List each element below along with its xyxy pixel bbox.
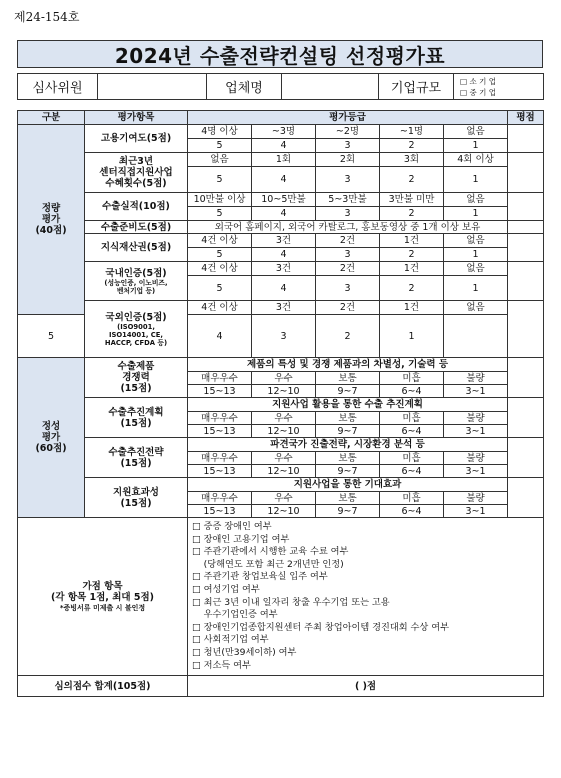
qual-score-cell-2[interactable] (508, 438, 544, 478)
score-cell-6[interactable] (508, 301, 544, 358)
extra-item[interactable]: □ 최근 3년 이내 일자리 창출 우수기업 또는 고용 (192, 596, 390, 608)
grade-points: 3 (316, 167, 380, 193)
grade-label: ~2명 (316, 125, 380, 139)
score-cell-5[interactable] (508, 262, 544, 301)
qual-item-1: 수출추진계획 (15점) (85, 398, 188, 438)
qual-score-cell-0[interactable] (508, 358, 544, 398)
level-label: 보통 (316, 492, 380, 505)
grade-points: 3 (252, 315, 316, 358)
extra-item[interactable]: □ 주관기관 창업보육실 입주 여부 (192, 571, 328, 583)
grade-points: 3 (316, 276, 380, 301)
level-range: 3~1 (444, 465, 508, 478)
level-label: 보통 (316, 452, 380, 465)
grade-label: 4명 이상 (188, 125, 252, 139)
item-6: 국외인증(5점) (ISO9001, ISO14001, CE, HACCP, CFDA 등) (85, 301, 188, 358)
grade-label: ~3명 (252, 125, 316, 139)
level-range: 6~4 (380, 425, 444, 438)
level-range: 6~4 (380, 505, 444, 518)
grade-label: 4건 이상 (188, 301, 252, 315)
level-range: 15~13 (188, 385, 252, 398)
grade-label: 3건 (252, 234, 316, 248)
extra-item[interactable]: □ 장애인기업종합지원센터 주최 창업아이템 경진대회 수상 여부 (192, 621, 449, 633)
extra-item[interactable]: □ 여성기업 여부 (192, 583, 260, 595)
reviewer-label: 심사위원 (18, 74, 98, 100)
level-label: 미흡 (380, 492, 444, 505)
qual-desc-2: 파견국가 진출전략, 시장환경 분석 등 (188, 438, 508, 452)
grade-label: 없음 (444, 125, 508, 139)
grade-points: 4 (188, 315, 252, 358)
grade-points: 5 (188, 207, 252, 221)
category-qual: 정성 평가 (60점) (18, 358, 85, 518)
col-score: 평점 (508, 111, 544, 125)
total-value[interactable]: ( )점 (188, 676, 544, 697)
level-range: 12~10 (252, 385, 316, 398)
level-label: 매우우수 (188, 412, 252, 425)
qual-item-0: 수출제품 경쟁력 (15점) (85, 358, 188, 398)
grade-points: 5 (188, 139, 252, 153)
level-label: 미흡 (380, 452, 444, 465)
extra-item[interactable]: □ 중증 장애인 여부 (192, 521, 272, 532)
size-options[interactable] (454, 74, 544, 100)
grade-label: 3건 (252, 301, 316, 315)
total-label: 심의점수 합계(105점) (18, 676, 188, 697)
level-label: 매우우수 (188, 452, 252, 465)
grade-points: 1 (444, 167, 508, 193)
level-range: 6~4 (380, 465, 444, 478)
grade-points: 4 (252, 139, 316, 153)
level-label: 매우우수 (188, 492, 252, 505)
reviewer-field[interactable] (98, 74, 207, 100)
grade-label: 2건 (316, 234, 380, 248)
grade-points: 3 (316, 207, 380, 221)
level-label: 불량 (444, 492, 508, 505)
category-quant: 정량 평가 (40점) (18, 125, 85, 315)
grade-points: 1 (444, 207, 508, 221)
level-range: 3~1 (444, 425, 508, 438)
grade-label: 5~3만불 (316, 193, 380, 207)
grade-points: 2 (380, 276, 444, 301)
item-2: 수출실적(10점) (85, 193, 188, 221)
header-table (17, 73, 544, 100)
extra-item[interactable]: □ 저소득 여부 (192, 659, 251, 671)
item-5: 국내인증(5점) (성능인증, 이노비즈, 벤처기업 등) (85, 262, 188, 301)
level-label: 미흡 (380, 412, 444, 425)
page-title: 2024년 수출전략컨설팅 선정평가표 (17, 40, 543, 68)
level-range: 15~13 (188, 425, 252, 438)
grade-points: 4 (252, 207, 316, 221)
grade-points: 1 (444, 248, 508, 262)
grade-label: 3건 (252, 262, 316, 276)
score-cell-4[interactable] (508, 234, 544, 262)
grade-label: 없음 (444, 301, 508, 315)
grade-label: 10~5만불 (252, 193, 316, 207)
grade-label: 2회 (316, 153, 380, 167)
extra-points-label: 가점 항목 (각 항목 1점, 최대 5점) *증빙서류 미제출 시 불인정 (18, 518, 188, 676)
grade-label: 없음 (444, 193, 508, 207)
level-label: 보통 (316, 412, 380, 425)
level-label: 우수 (252, 372, 316, 385)
grade-points: 5 (18, 315, 85, 358)
document-number: 제24-154호 (14, 10, 80, 24)
extra-points-list (188, 518, 544, 676)
item-1: 최근3년 센터직접지원사업 수혜횟수(5점) (85, 153, 188, 193)
grade-points: 2 (380, 248, 444, 262)
grade-points: 2 (380, 207, 444, 221)
grade-points: 2 (380, 167, 444, 193)
grade-points: 1 (444, 139, 508, 153)
grade-label: 1건 (380, 262, 444, 276)
score-cell-3[interactable] (508, 221, 544, 234)
qual-desc-1: 지원사업 활용을 통한 수출 추진계획 (188, 398, 508, 412)
level-range: 9~7 (316, 505, 380, 518)
level-range: 9~7 (316, 465, 380, 478)
item-4: 지식재산권(5점) (85, 234, 188, 262)
level-label: 매우우수 (188, 372, 252, 385)
qual-score-cell-1[interactable] (508, 398, 544, 438)
level-range: 15~13 (188, 465, 252, 478)
grade-points: 5 (188, 167, 252, 193)
level-label: 보통 (316, 372, 380, 385)
col-item: 평가항목 (85, 111, 188, 125)
extra-item[interactable]: □ 사회적기업 여부 (192, 634, 269, 646)
score-cell-1[interactable] (508, 153, 544, 193)
level-range: 12~10 (252, 425, 316, 438)
extra-item[interactable]: □ 청년(만39세이하) 여부 (192, 646, 297, 658)
grade-points: 2 (316, 315, 380, 358)
level-range: 15~13 (188, 505, 252, 518)
evaluation-table (17, 110, 544, 697)
level-label: 우수 (252, 412, 316, 425)
extra-points-note: *증빙서류 미제출 시 불인정 (59, 603, 146, 612)
grade-label: 3만불 미만 (380, 193, 444, 207)
score-cell-0[interactable] (508, 125, 544, 153)
extra-item[interactable]: □ 장애인 고용기업 여부 (192, 533, 290, 545)
qual-item-3: 지원효과성 (15점) (85, 478, 188, 518)
grade-label: 1건 (380, 301, 444, 315)
grade-points: 5 (188, 248, 252, 262)
extra-item: 우수기업인증 여부 (192, 609, 278, 621)
grade-label: 10만불 이상 (188, 193, 252, 207)
qual-score-cell-3[interactable] (508, 478, 544, 518)
item-0: 고용기여도(5점) (85, 125, 188, 153)
item-3: 수출준비도(5점) (85, 221, 188, 234)
grade-label: 없음 (188, 153, 252, 167)
medium-company-checkbox[interactable]: □ 중 기 업 (460, 87, 496, 97)
grade-label: 3회 (380, 153, 444, 167)
size-label: 기업규모 (379, 74, 454, 100)
level-label: 불량 (444, 452, 508, 465)
extra-item: (당해연도 포함 최근 2개년만 인정) (192, 558, 344, 570)
score-cell-2[interactable] (508, 193, 544, 221)
grade-points: 3 (316, 139, 380, 153)
level-label: 우수 (252, 492, 316, 505)
qual-desc-3: 지원사업을 통한 기대효과 (188, 478, 508, 492)
grade-label: 1건 (380, 234, 444, 248)
level-range: 12~10 (252, 465, 316, 478)
grade-points: 1 (444, 276, 508, 301)
grade-points: 1 (380, 315, 444, 358)
extra-item[interactable]: □ 주관기관에서 시행한 교육 수료 여부 (192, 546, 349, 558)
grade-label: 없음 (444, 262, 508, 276)
qual-desc-0: 제품의 특성 및 경쟁 제품과의 차별성, 기술력 등 (188, 358, 508, 372)
company-label: 업체명 (207, 74, 282, 100)
item-desc-3: 외국어 홈페이지, 외국어 카탈로그, 홍보동영상 중 1개 이상 보유 (188, 221, 508, 234)
grade-points: 2 (380, 139, 444, 153)
company-field[interactable] (282, 74, 379, 100)
level-range: 3~1 (444, 505, 508, 518)
qual-item-2: 수출추진전략 (15점) (85, 438, 188, 478)
grade-label: ~1명 (380, 125, 444, 139)
grade-label: 1회 (252, 153, 316, 167)
grade-points: 3 (316, 248, 380, 262)
grade-label: 2건 (316, 301, 380, 315)
grade-label: 없음 (444, 234, 508, 248)
grade-points: 4 (252, 167, 316, 193)
level-label: 불량 (444, 372, 508, 385)
grade-label: 2건 (316, 262, 380, 276)
level-range: 12~10 (252, 505, 316, 518)
level-range: 9~7 (316, 425, 380, 438)
level-label: 미흡 (380, 372, 444, 385)
level-label: 불량 (444, 412, 508, 425)
level-label: 우수 (252, 452, 316, 465)
col-category: 구분 (18, 111, 85, 125)
level-range: 9~7 (316, 385, 380, 398)
grade-points: 5 (188, 276, 252, 301)
grade-label: 4건 이상 (188, 234, 252, 248)
grade-label: 4건 이상 (188, 262, 252, 276)
grade-points: 4 (252, 276, 316, 301)
grade-label: 4회 이상 (444, 153, 508, 167)
level-range: 3~1 (444, 385, 508, 398)
level-range: 6~4 (380, 385, 444, 398)
small-company-checkbox[interactable]: □ 소 기 업 (460, 76, 496, 86)
grade-points: 4 (252, 248, 316, 262)
col-grade: 평가등급 (188, 111, 508, 125)
